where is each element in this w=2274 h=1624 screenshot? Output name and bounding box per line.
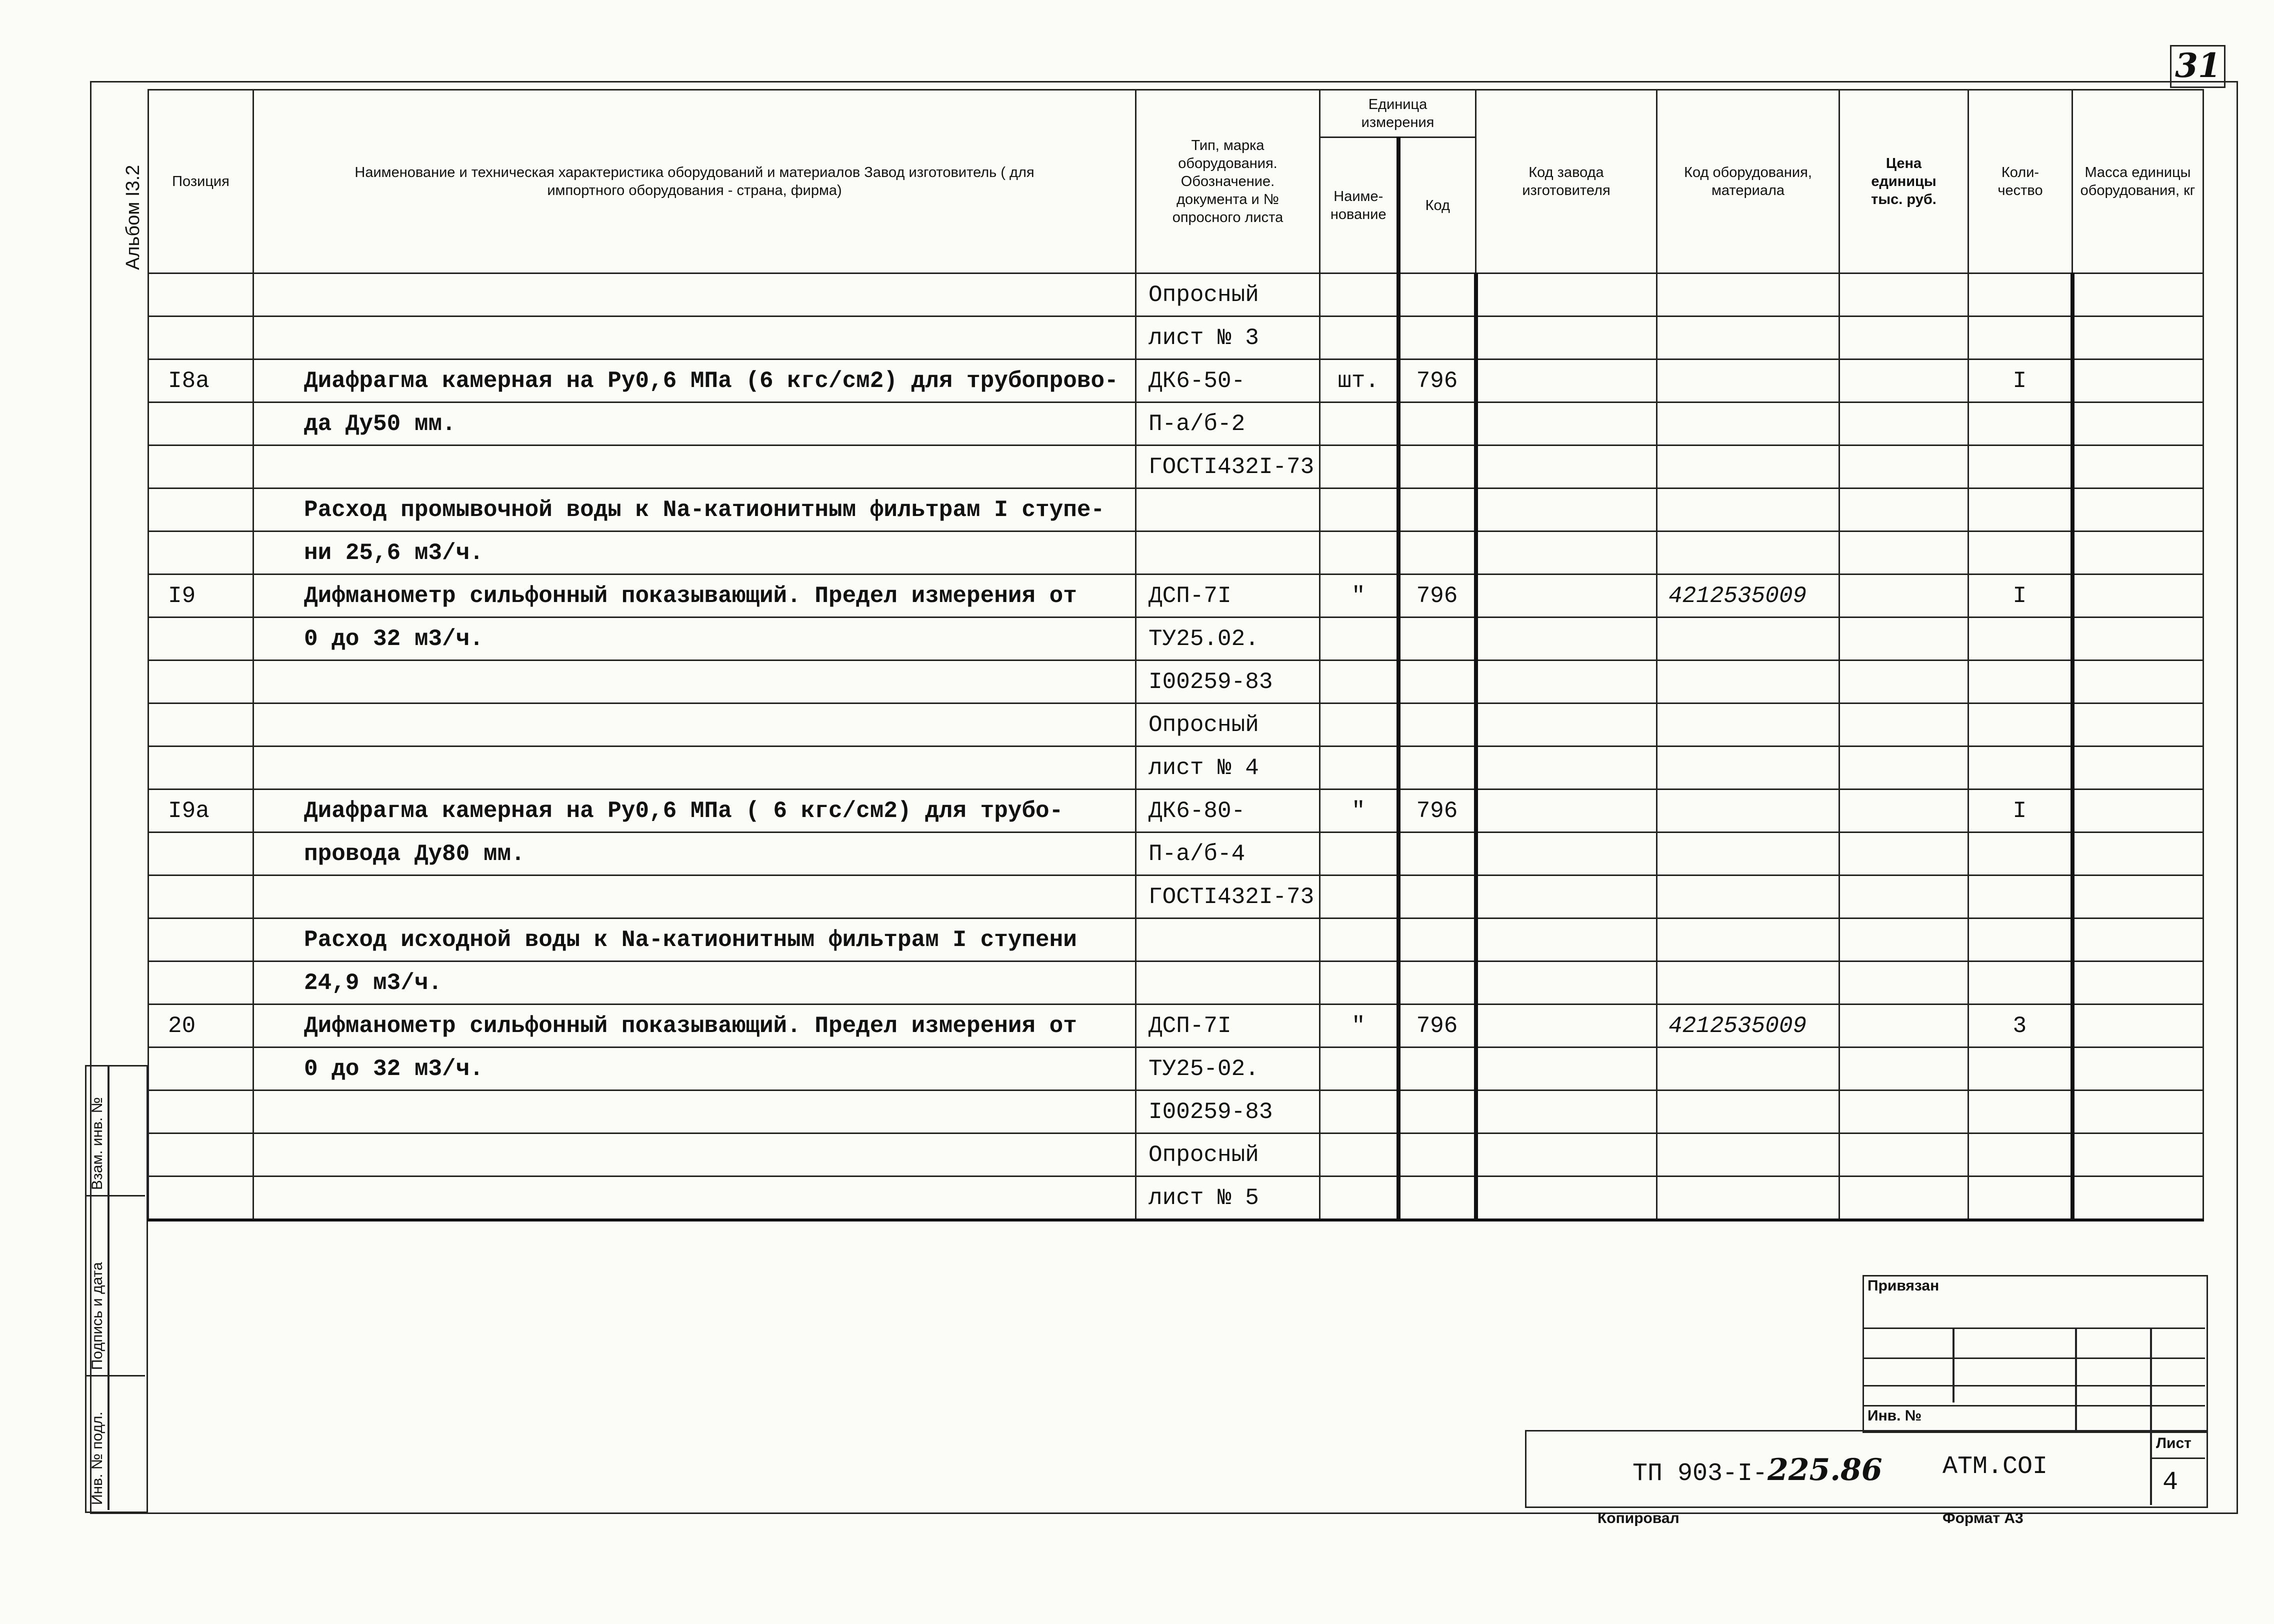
side-stamp-inv-podl: Инв. № подл. [89, 1412, 106, 1505]
unit-cell [1320, 876, 1398, 918]
maker-code-cell [1476, 660, 1657, 704]
inv-no-label: Инв. № [1868, 1408, 1922, 1424]
unit-cell [1320, 488, 1398, 532]
unit-cell: " [1320, 790, 1398, 832]
material-code-cell [1657, 532, 1840, 574]
position-cell [148, 918, 254, 962]
unit-code-cell: 796 [1398, 574, 1476, 618]
price-cell [1840, 790, 1968, 832]
material-code-cell: 4212535009 [1657, 1004, 1840, 1048]
header-price: Цена единицы тыс. руб. [1840, 90, 1968, 274]
position-cell [148, 832, 254, 876]
position-cell: I9а [148, 790, 254, 832]
side-stamp-vzam-inv: Взам. инв. № [89, 1097, 106, 1190]
unit-code-cell [1398, 660, 1476, 704]
unit-cell [1320, 1134, 1398, 1176]
privyazan-line [1952, 1328, 1954, 1402]
maker-code-cell [1476, 402, 1657, 446]
unit-code-cell [1398, 446, 1476, 488]
material-code-cell [1657, 316, 1840, 360]
price-cell [1840, 360, 1968, 402]
qty-cell [1968, 532, 2072, 574]
type-cell: ДК6-50- [1136, 360, 1320, 402]
name-cell: 0 до 32 м3/ч. [254, 618, 1136, 660]
table-row [148, 532, 2204, 574]
unit-code-cell: 796 [1398, 360, 1476, 402]
mass-cell [2072, 962, 2204, 1004]
copied-label: Копировал [1598, 1510, 1680, 1526]
position-cell: I9 [148, 574, 254, 618]
name-cell: Расход промывочной воды к Nа-катионитным фильтрам I ступе- [254, 488, 1136, 532]
mass-cell [2072, 618, 2204, 660]
type-cell: ДСП-7I [1136, 1004, 1320, 1048]
position-cell [148, 746, 254, 790]
header-position: Позиция [148, 90, 254, 274]
unit-code-cell [1398, 746, 1476, 790]
specification-table [148, 89, 2204, 1222]
unit-cell [1320, 446, 1398, 488]
name-cell: 0 до 32 м3/ч. [254, 1048, 1136, 1090]
position-cell [148, 1176, 254, 1220]
type-cell: ТУ25-02. [1136, 1048, 1320, 1090]
table-row [148, 1176, 2204, 1220]
maker-code-cell [1476, 532, 1657, 574]
mass-cell [2072, 876, 2204, 918]
unit-cell [1320, 532, 1398, 574]
qty-cell [1968, 832, 2072, 876]
maker-code-cell [1476, 316, 1657, 360]
table-row [148, 488, 2204, 532]
qty-cell [1968, 446, 2072, 488]
mass-cell [2072, 1004, 2204, 1048]
position-cell [148, 618, 254, 660]
qty-cell [1968, 618, 2072, 660]
maker-code-cell [1476, 446, 1657, 488]
privyazan-line [1862, 1358, 2205, 1359]
type-cell: ТУ25.02. [1136, 618, 1320, 660]
qty-cell [1968, 1048, 2072, 1090]
type-cell: ГОСТI432I-73 [1136, 446, 1320, 488]
specification-rows [148, 274, 2204, 1220]
type-cell: Опросный [1136, 1134, 1320, 1176]
price-cell [1840, 876, 1968, 918]
unit-cell: " [1320, 1004, 1398, 1048]
mass-cell [2072, 360, 2204, 402]
doc-prefix: ТП 903-I- [1632, 1460, 1768, 1488]
material-code-cell: 4212535009 [1657, 574, 1840, 618]
privyazan-label: Привязан [1868, 1278, 1940, 1294]
material-code-cell [1657, 918, 1840, 962]
maker-code-cell [1476, 704, 1657, 746]
name-cell [254, 876, 1136, 918]
table-row [148, 962, 2204, 1004]
price-cell [1840, 1048, 1968, 1090]
name-cell [254, 1134, 1136, 1176]
position-cell [148, 446, 254, 488]
privyazan-line [1862, 1385, 2205, 1386]
header-maker-code: Код завода изготовителя [1476, 90, 1657, 274]
sheet-label: Лист [2156, 1435, 2192, 1452]
name-cell: Дифманометр сильфонный показывающий. Предел измерения от [254, 1004, 1136, 1048]
table-row [148, 446, 2204, 488]
table-row [148, 574, 2204, 618]
unit-cell [1320, 918, 1398, 962]
table-row [148, 360, 2204, 402]
table-row [148, 1134, 2204, 1176]
qty-cell [1968, 402, 2072, 446]
maker-code-cell [1476, 876, 1657, 918]
mass-cell [2072, 446, 2204, 488]
position-cell [148, 1090, 254, 1134]
type-cell: ДК6-80- [1136, 790, 1320, 832]
mass-cell [2072, 316, 2204, 360]
maker-code-cell [1476, 1048, 1657, 1090]
material-code-cell [1657, 876, 1840, 918]
table-row [148, 1004, 2204, 1048]
price-cell [1840, 746, 1968, 790]
material-code-cell [1657, 1176, 1840, 1220]
name-cell: ни 25,6 м3/ч. [254, 532, 1136, 574]
unit-code-cell [1398, 1090, 1476, 1134]
name-cell: Дифманометр сильфонный показывающий. Предел измерения от [254, 574, 1136, 618]
unit-code-cell [1398, 1176, 1476, 1220]
name-cell [254, 1090, 1136, 1134]
mass-cell [2072, 660, 2204, 704]
table-row [148, 746, 2204, 790]
unit-cell: шт. [1320, 360, 1398, 402]
header-unit-code: Код [1398, 138, 1476, 274]
mass-cell [2072, 574, 2204, 618]
doc-number: 225.86 [1768, 1452, 1882, 1488]
price-cell [1840, 402, 1968, 446]
header-mass: Масса единицы оборудования, кг [2072, 90, 2204, 274]
position-cell [148, 1048, 254, 1090]
table-row [148, 876, 2204, 918]
type-cell: ДСП-7I [1136, 574, 1320, 618]
material-code-cell [1657, 790, 1840, 832]
table-row [148, 790, 2204, 832]
side-stamp-divider [85, 1375, 145, 1376]
unit-cell [1320, 316, 1398, 360]
type-cell [1136, 532, 1320, 574]
header-qty: Коли-чество [1968, 90, 2072, 274]
material-code-cell [1657, 446, 1840, 488]
name-cell [254, 660, 1136, 704]
unit-code-cell [1398, 488, 1476, 532]
maker-code-cell [1476, 1176, 1657, 1220]
mass-cell [2072, 1090, 2204, 1134]
maker-code-cell [1476, 790, 1657, 832]
document-designation [1632, 1452, 1882, 1488]
position-cell [148, 704, 254, 746]
position-cell [148, 532, 254, 574]
type-cell: I00259-83 [1136, 660, 1320, 704]
maker-code-cell [1476, 1004, 1657, 1048]
sheet-divider [2150, 1458, 2205, 1459]
table-row [148, 618, 2204, 660]
maker-code-cell [1476, 832, 1657, 876]
maker-code-cell [1476, 1090, 1657, 1134]
type-cell: П-а/б-4 [1136, 832, 1320, 876]
type-cell: лист № 3 [1136, 316, 1320, 360]
table-row [148, 918, 2204, 962]
maker-code-cell [1476, 746, 1657, 790]
unit-cell [1320, 1090, 1398, 1134]
material-code-cell [1657, 1134, 1840, 1176]
position-cell [148, 1134, 254, 1176]
header-name: Наименование и техническая характеристика оборудований и материалов Завод изготовитель ( для импортного оборудования - страна, фирма) [254, 90, 1136, 274]
table-row [148, 832, 2204, 876]
mass-cell [2072, 790, 2204, 832]
position-cell [148, 316, 254, 360]
price-cell [1840, 446, 1968, 488]
unit-cell [1320, 402, 1398, 446]
side-stamp-divider [85, 1195, 145, 1196]
type-cell: П-а/б-2 [1136, 402, 1320, 446]
qty-cell: 3 [1968, 1004, 2072, 1048]
material-code-cell [1657, 1090, 1840, 1134]
position-cell [148, 660, 254, 704]
qty-cell [1968, 274, 2072, 316]
unit-code-cell [1398, 316, 1476, 360]
material-code-cell [1657, 360, 1840, 402]
unit-code-cell [1398, 618, 1476, 660]
material-code-cell [1657, 704, 1840, 746]
unit-cell [1320, 1048, 1398, 1090]
name-cell [254, 1176, 1136, 1220]
header-material-code: Код оборудования, материала [1657, 90, 1840, 274]
mass-cell [2072, 704, 2204, 746]
mass-cell [2072, 746, 2204, 790]
page-number: 31 [2175, 46, 2221, 85]
material-code-cell [1657, 746, 1840, 790]
unit-code-cell [1398, 832, 1476, 876]
unit-cell [1320, 274, 1398, 316]
name-cell [254, 274, 1136, 316]
format-label: Формат А3 [1942, 1510, 2024, 1526]
qty-cell [1968, 746, 2072, 790]
position-cell [148, 402, 254, 446]
unit-code-cell [1398, 532, 1476, 574]
unit-code-cell [1398, 1048, 1476, 1090]
name-cell [254, 746, 1136, 790]
price-cell [1840, 962, 1968, 1004]
qty-cell [1968, 488, 2072, 532]
price-cell [1840, 274, 1968, 316]
name-cell: Диафрагма камерная на Ру0,6 МПа (6 кгс/см2) для трубопрово- [254, 360, 1136, 402]
privyazan-line [1862, 1405, 2205, 1406]
price-cell [1840, 316, 1968, 360]
type-cell: лист № 5 [1136, 1176, 1320, 1220]
type-cell [1136, 918, 1320, 962]
table-row [148, 1048, 2204, 1090]
name-cell: провода Ду80 мм. [254, 832, 1136, 876]
doc-code: АТМ.СОI [1942, 1452, 2048, 1481]
sheet-divider [2150, 1430, 2152, 1505]
header-type: Тип, марка оборудования. Обозначение. документа и № опросного листа [1136, 90, 1320, 274]
material-code-cell [1657, 402, 1840, 446]
qty-cell: I [1968, 790, 2072, 832]
price-cell [1840, 918, 1968, 962]
sheet-number: 4 [2162, 1468, 2178, 1497]
price-cell [1840, 1090, 1968, 1134]
name-cell: Диафрагма камерная на Ру0,6 МПа ( 6 кгс/см2) для трубо- [254, 790, 1136, 832]
material-code-cell [1657, 962, 1840, 1004]
price-cell [1840, 1176, 1968, 1220]
mass-cell [2072, 1048, 2204, 1090]
price-cell [1840, 660, 1968, 704]
unit-code-cell [1398, 402, 1476, 446]
unit-cell [1320, 618, 1398, 660]
material-code-cell [1657, 618, 1840, 660]
material-code-cell [1657, 488, 1840, 532]
unit-cell [1320, 1176, 1398, 1220]
maker-code-cell [1476, 488, 1657, 532]
maker-code-cell [1476, 360, 1657, 402]
unit-code-cell: 796 [1398, 1004, 1476, 1048]
type-cell: ГОСТI432I-73 [1136, 876, 1320, 918]
album-label: Альбом I3.2 [122, 164, 144, 270]
header-unit: Единица измерения [1320, 90, 1476, 138]
table-row [148, 402, 2204, 446]
qty-cell [1968, 660, 2072, 704]
price-cell [1840, 532, 1968, 574]
price-cell [1840, 832, 1968, 876]
unit-cell [1320, 704, 1398, 746]
unit-cell [1320, 660, 1398, 704]
position-cell [148, 876, 254, 918]
mass-cell [2072, 532, 2204, 574]
type-cell [1136, 962, 1320, 1004]
price-cell [1840, 618, 1968, 660]
side-stamp-divider [108, 1065, 110, 1510]
type-cell: I00259-83 [1136, 1090, 1320, 1134]
table-row [148, 660, 2204, 704]
unit-code-cell [1398, 918, 1476, 962]
maker-code-cell [1476, 918, 1657, 962]
unit-cell [1320, 832, 1398, 876]
maker-code-cell [1476, 574, 1657, 618]
mass-cell [2072, 918, 2204, 962]
unit-cell: " [1320, 574, 1398, 618]
material-code-cell [1657, 660, 1840, 704]
type-cell: лист № 4 [1136, 746, 1320, 790]
position-cell [148, 962, 254, 1004]
qty-cell: I [1968, 574, 2072, 618]
maker-code-cell [1476, 274, 1657, 316]
maker-code-cell [1476, 618, 1657, 660]
name-cell [254, 704, 1136, 746]
price-cell [1840, 574, 1968, 618]
material-code-cell [1657, 274, 1840, 316]
unit-code-cell [1398, 876, 1476, 918]
maker-code-cell [1476, 962, 1657, 1004]
position-cell [148, 488, 254, 532]
type-cell [1136, 488, 1320, 532]
header-unit-name: Наиме-нование [1320, 138, 1398, 274]
material-code-cell [1657, 832, 1840, 876]
qty-cell: I [1968, 360, 2072, 402]
type-cell: Опросный [1136, 274, 1320, 316]
price-cell [1840, 1004, 1968, 1048]
material-code-cell [1657, 1048, 1840, 1090]
name-cell [254, 446, 1136, 488]
name-cell [254, 316, 1136, 360]
unit-cell [1320, 962, 1398, 1004]
qty-cell [1968, 1176, 2072, 1220]
position-cell: I8а [148, 360, 254, 402]
type-cell: Опросный [1136, 704, 1320, 746]
position-cell: 20 [148, 1004, 254, 1048]
mass-cell [2072, 1134, 2204, 1176]
qty-cell [1968, 918, 2072, 962]
unit-code-cell [1398, 274, 1476, 316]
table-row [148, 1090, 2204, 1134]
name-cell: да Ду50 мм. [254, 402, 1136, 446]
price-cell [1840, 704, 1968, 746]
privyazan-line [1862, 1328, 2205, 1329]
qty-cell [1968, 316, 2072, 360]
name-cell: 24,9 м3/ч. [254, 962, 1136, 1004]
mass-cell [2072, 402, 2204, 446]
qty-cell [1968, 876, 2072, 918]
privyazan-line [2075, 1328, 2077, 1430]
qty-cell [1968, 704, 2072, 746]
mass-cell [2072, 488, 2204, 532]
name-cell: Расход исходной воды к Nа-катионитным фильтрам I ступени [254, 918, 1136, 962]
privyazan-line [2150, 1328, 2152, 1430]
price-cell [1840, 1134, 1968, 1176]
table-row [148, 316, 2204, 360]
price-cell [1840, 488, 1968, 532]
position-cell [148, 274, 254, 316]
mass-cell [2072, 832, 2204, 876]
table-row [148, 274, 2204, 316]
unit-code-cell: 796 [1398, 790, 1476, 832]
mass-cell [2072, 274, 2204, 316]
unit-code-cell [1398, 1134, 1476, 1176]
side-stamp-signature-date: Подпись и дата [89, 1262, 106, 1370]
qty-cell [1968, 1090, 2072, 1134]
unit-code-cell [1398, 704, 1476, 746]
unit-cell [1320, 746, 1398, 790]
qty-cell [1968, 1134, 2072, 1176]
table-row [148, 704, 2204, 746]
maker-code-cell [1476, 1134, 1657, 1176]
qty-cell [1968, 962, 2072, 1004]
unit-code-cell [1398, 962, 1476, 1004]
mass-cell [2072, 1176, 2204, 1220]
